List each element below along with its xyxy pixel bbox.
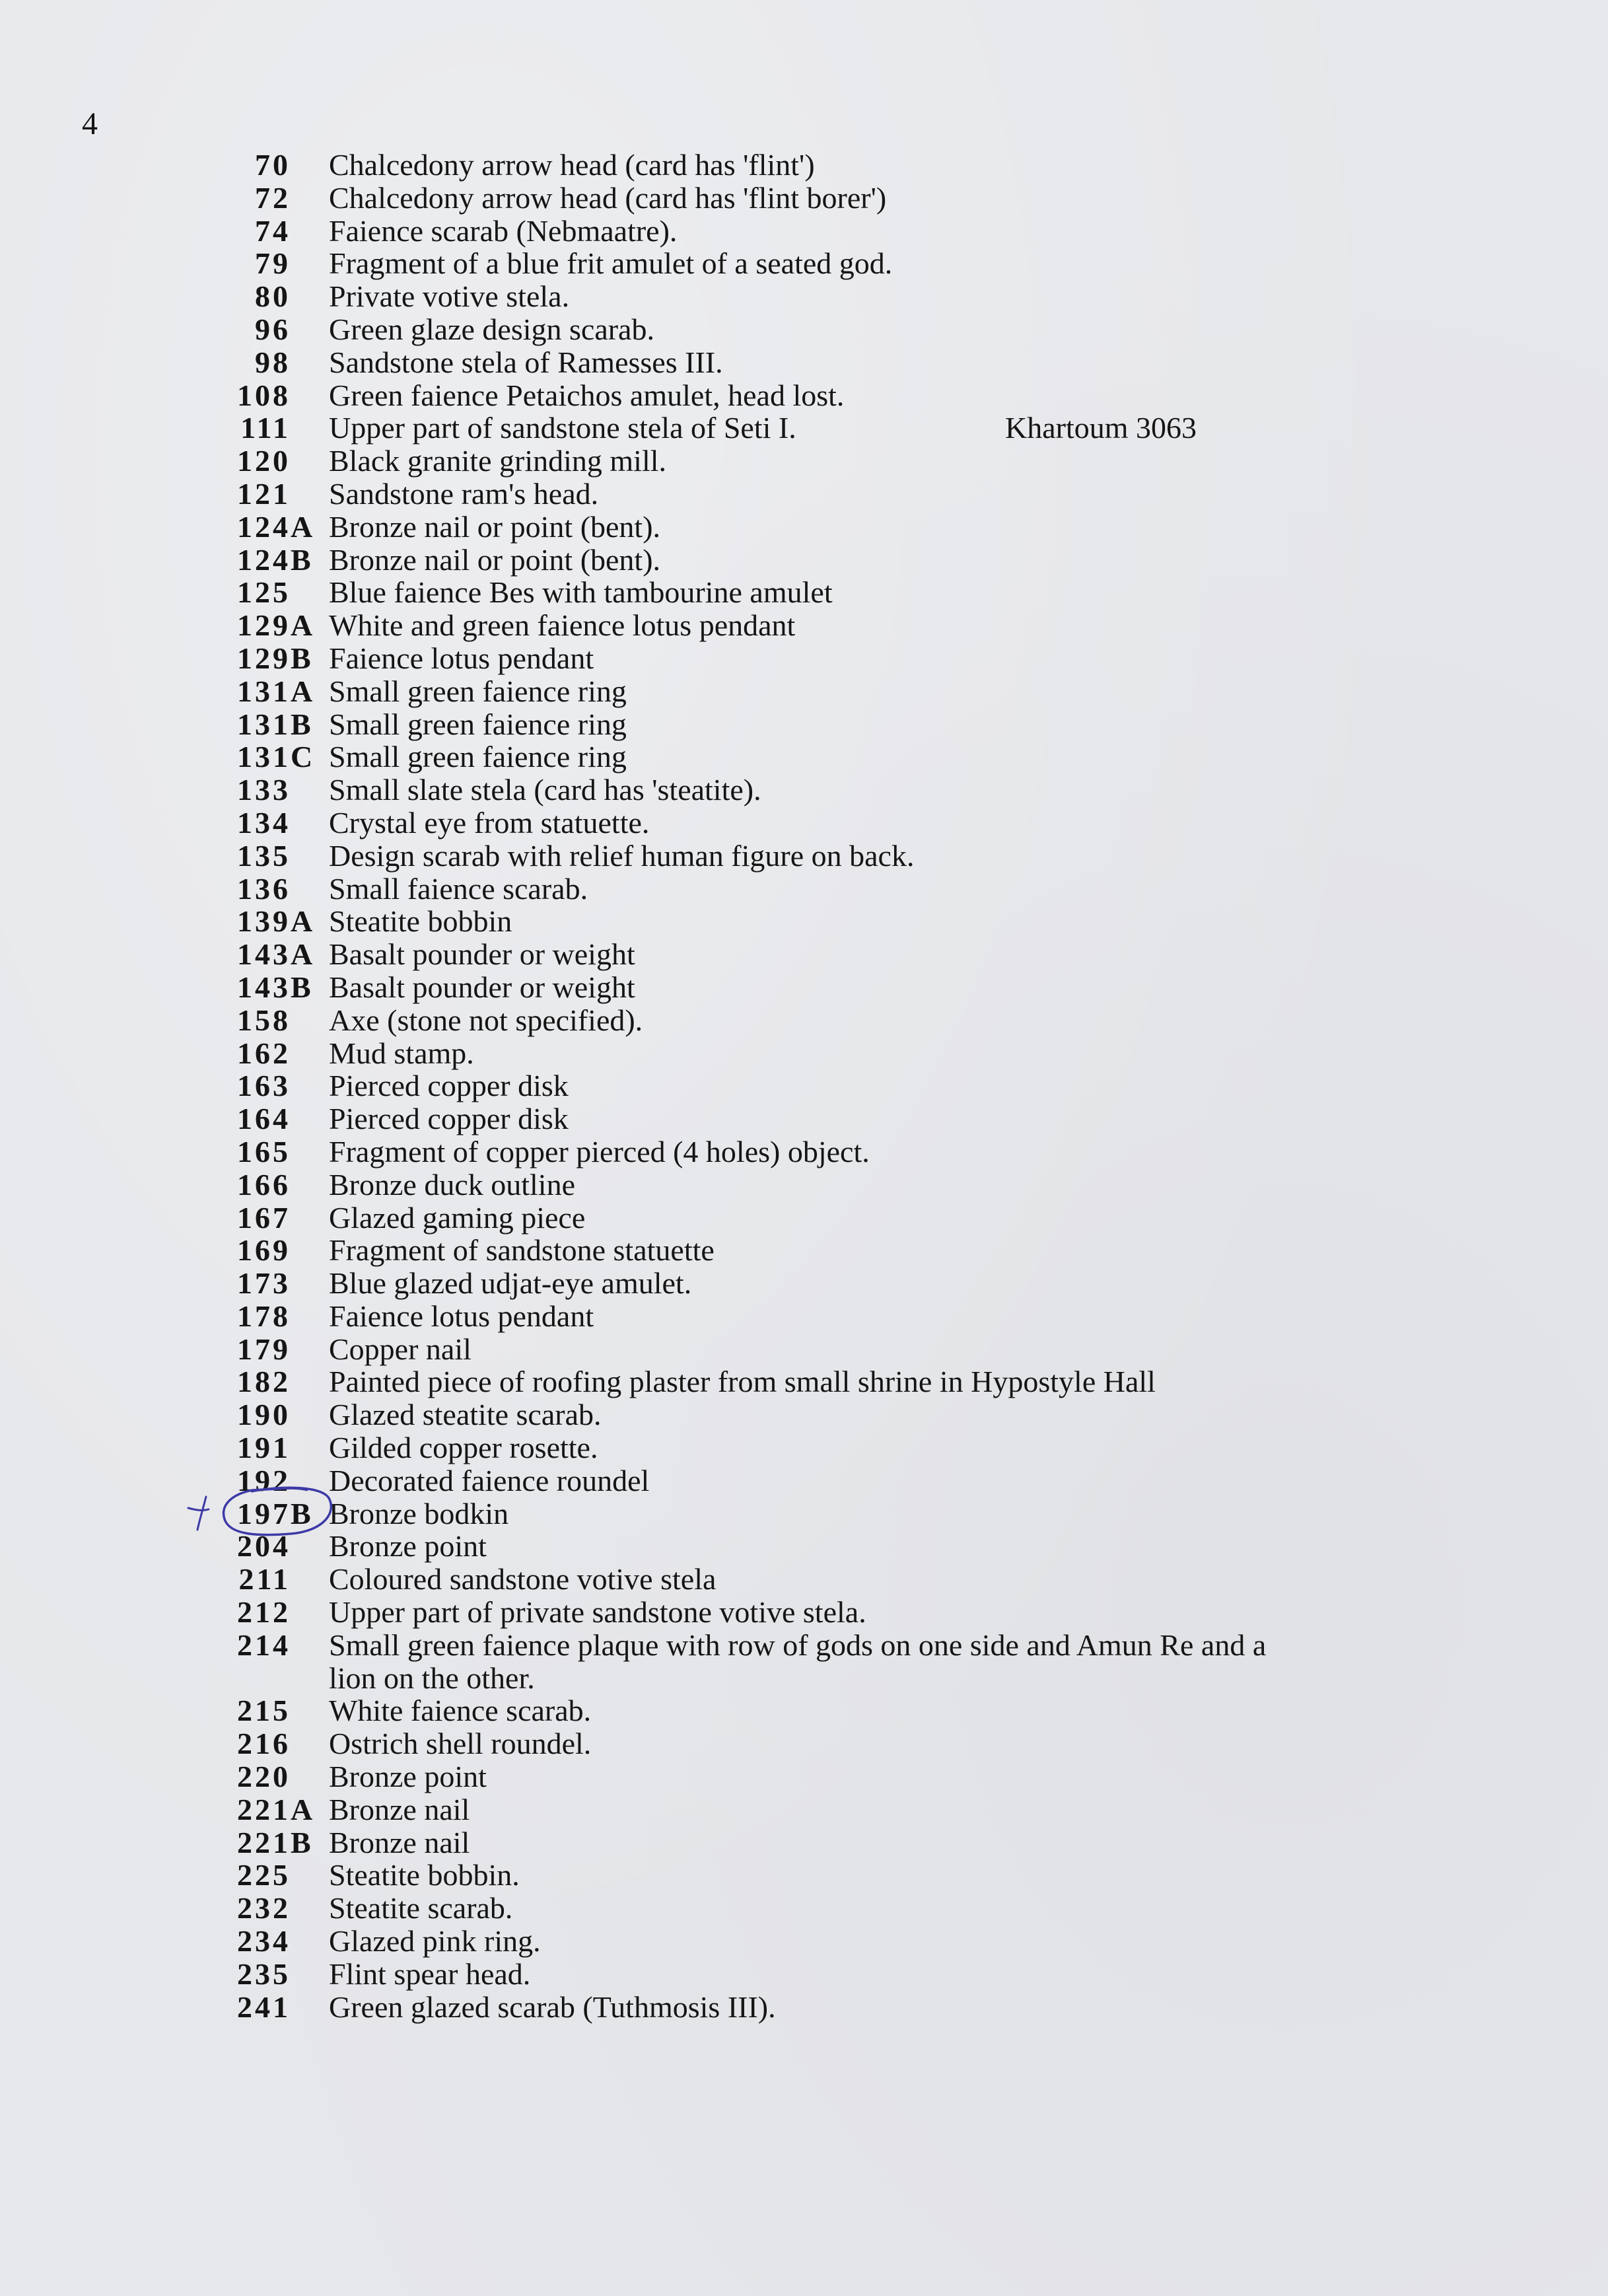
item-description: Axe (stone not specified). [329, 1003, 643, 1037]
item-description: Ostrich shell roundel. [329, 1727, 592, 1761]
list-item [0, 1727, 1608, 1760]
item-number [230, 1694, 316, 1727]
list-item [0, 346, 1608, 379]
item-number [230, 1168, 316, 1202]
item-number-digits: 221 [237, 1792, 291, 1826]
item-number-digits: 191 [237, 1431, 291, 1465]
item-description: Pierced copper disk [329, 1069, 569, 1103]
item-number [230, 873, 316, 906]
item-number-digits: 135 [237, 838, 291, 873]
list-item [0, 1398, 1608, 1431]
list-item [0, 1333, 1608, 1366]
item-number [230, 708, 316, 741]
item-number-digits: 166 [237, 1167, 291, 1202]
item-number [230, 1202, 316, 1235]
item-number-digits: 79 [255, 246, 291, 281]
item-number-digits: 232 [237, 1891, 291, 1925]
item-number [230, 280, 316, 313]
list-item [0, 1958, 1608, 1991]
object-list [0, 149, 1608, 2023]
list-item [0, 1135, 1608, 1168]
item-number-digits: 108 [237, 378, 291, 412]
list-item [0, 675, 1608, 708]
item-description: Upper part of private sandstone votive stela. [329, 1595, 866, 1630]
item-number [230, 215, 316, 248]
item-number-digits: 98 [255, 345, 291, 379]
item-number [230, 182, 316, 215]
item-number-digits: 163 [237, 1069, 291, 1103]
item-description: Green glazed scarab (Tuthmosis III). [329, 1990, 776, 2024]
item-number [230, 905, 316, 938]
item-description: Fragment of a blue frit amulet of a seated god. [329, 246, 893, 281]
item-number [230, 1563, 316, 1596]
page-number: 4 [82, 106, 98, 141]
item-number-digits: 214 [237, 1628, 291, 1662]
item-number [230, 1267, 316, 1300]
item-number [230, 445, 316, 478]
item-description: Green faience Petaichos amulet, head lost. [329, 378, 845, 412]
list-item [0, 149, 1608, 182]
list-item [0, 511, 1608, 544]
item-description: Faience lotus pendant [329, 1299, 594, 1333]
item-number-digits: 124 [237, 509, 291, 544]
list-item [0, 1991, 1608, 2024]
item-number-digits: 111 [240, 411, 291, 445]
item-description: Bronze nail [329, 1825, 470, 1859]
item-number [230, 1464, 316, 1497]
item-number [230, 1365, 316, 1398]
item-description: Small faience scarab. [329, 871, 588, 906]
item-number-digits: 167 [237, 1200, 291, 1235]
item-number-digits: 197 [237, 1496, 291, 1530]
item-number-digits: 190 [237, 1398, 291, 1432]
list-item [0, 905, 1608, 938]
item-description: Decorated faience roundel [329, 1463, 650, 1497]
item-number [230, 1925, 316, 1958]
item-number-digits: 129 [237, 608, 291, 643]
item-number [230, 971, 316, 1004]
list-item [0, 1629, 1608, 1695]
item-number-digits: 131 [237, 674, 291, 708]
list-item [0, 1234, 1608, 1267]
list-item [0, 1694, 1608, 1727]
list-item [0, 544, 1608, 577]
item-description: Gilded copper rosette. [329, 1431, 598, 1465]
item-number [230, 840, 316, 873]
item-number-digits: 204 [237, 1529, 291, 1563]
item-number-digits: 192 [237, 1463, 291, 1497]
item-number-digits: 121 [237, 476, 291, 511]
item-description: Small green faience plaque with row of gods on one side and Amun Re and a lion on the other. [329, 1628, 1267, 1695]
item-number [230, 379, 316, 412]
item-number-digits: 162 [237, 1036, 291, 1070]
item-number-digits: 143 [237, 937, 291, 972]
item-description: Design scarab with relief human figure on back. [329, 838, 915, 873]
list-item [0, 740, 1608, 773]
item-description: Small slate stela (card has 'steatite). [329, 773, 761, 807]
item-number-digits: 178 [237, 1299, 291, 1333]
museum-reference-note: Khartoum 3063 [1005, 411, 1197, 445]
list-item [0, 1365, 1608, 1398]
item-number [230, 511, 316, 544]
list-item [0, 247, 1608, 280]
list-item [0, 642, 1608, 675]
item-number [230, 149, 316, 182]
item-description: White faience scarab. [329, 1694, 592, 1728]
item-number-suffix: C [291, 740, 316, 774]
item-number-digits: 134 [237, 805, 291, 840]
item-number-digits: 139 [237, 904, 291, 939]
list-item [0, 182, 1608, 215]
item-number [230, 1333, 316, 1366]
item-number-suffix: B [291, 1825, 314, 1859]
item-number-suffix: B [291, 707, 314, 741]
item-description: Private votive stela. [329, 279, 570, 314]
item-description: Fragment of sandstone statuette [329, 1233, 715, 1268]
item-number-digits: 131 [237, 707, 291, 741]
item-number [230, 313, 316, 346]
item-number-digits: 211 [238, 1562, 291, 1596]
item-description: Bronze nail [329, 1792, 470, 1826]
item-number [230, 1234, 316, 1267]
item-number-digits: 120 [237, 444, 291, 478]
item-description: Bronze nail or point (bent). [329, 542, 661, 577]
item-number-digits: 179 [237, 1332, 291, 1366]
item-number-digits: 216 [237, 1727, 291, 1761]
item-number [230, 1102, 316, 1135]
list-item [0, 313, 1608, 346]
item-number [230, 1760, 316, 1793]
list-item [0, 215, 1608, 248]
item-number [230, 807, 316, 840]
item-number [230, 740, 316, 773]
item-number [230, 1530, 316, 1563]
item-number-digits: 164 [237, 1102, 291, 1136]
item-number [230, 1037, 316, 1070]
item-description: Green glaze design scarab. [329, 312, 654, 346]
item-number-suffix: A [291, 509, 316, 544]
list-item [0, 938, 1608, 971]
item-description: Sandstone ram's head. [329, 476, 599, 511]
item-description: White and green faience lotus pendant [329, 608, 796, 643]
item-number [230, 938, 316, 971]
item-number-digits: 125 [237, 575, 291, 610]
item-number-suffix: B [291, 542, 314, 577]
item-description: Blue glazed udjat-eye amulet. [329, 1266, 692, 1301]
list-item [0, 1300, 1608, 1333]
list-item [0, 1859, 1608, 1892]
item-number-digits: 235 [237, 1956, 291, 1991]
item-number [230, 609, 316, 642]
item-description: Bronze point [329, 1529, 487, 1563]
item-number [230, 773, 316, 807]
item-number [230, 1135, 316, 1168]
item-number-digits: 143 [237, 970, 291, 1004]
list-item [0, 807, 1608, 840]
item-description: Glazed gaming piece [329, 1200, 586, 1235]
item-description: Painted piece of roofing plaster from small shrine in Hypostyle Hall [329, 1365, 1156, 1399]
item-number-digits: 124 [237, 542, 291, 577]
item-number-digits: 80 [255, 279, 291, 314]
list-item [0, 445, 1608, 478]
list-item [0, 412, 1608, 445]
list-item [0, 971, 1608, 1004]
list-item [0, 773, 1608, 807]
item-description: Bronze duck outline [329, 1167, 576, 1202]
item-description: Small green faience ring [329, 674, 627, 708]
item-description: Small green faience ring [329, 740, 627, 774]
item-description: Steatite bobbin. [329, 1858, 520, 1892]
item-description: Copper nail [329, 1332, 472, 1366]
list-item [0, 1431, 1608, 1464]
item-description: Flint spear head. [329, 1956, 531, 1991]
list-item [0, 609, 1608, 642]
list-item [0, 1563, 1608, 1596]
list-item [0, 1037, 1608, 1070]
item-number [230, 346, 316, 379]
item-number-suffix: B [291, 1496, 314, 1530]
list-item [0, 840, 1608, 873]
item-description: Chalcedony arrow head (card has 'flint borer') [329, 180, 887, 215]
item-number-digits: 131 [237, 740, 291, 774]
item-number [230, 675, 316, 708]
list-item [0, 1793, 1608, 1826]
item-description: Black granite grinding mill. [329, 444, 667, 478]
item-description: Steatite scarab. [329, 1891, 513, 1925]
item-description: Sandstone stela of Ramesses III. [329, 345, 723, 379]
list-item [0, 1596, 1608, 1629]
list-item [0, 576, 1608, 609]
item-number [230, 1596, 316, 1629]
item-number-digits: 212 [237, 1595, 291, 1630]
item-number-digits: 72 [255, 180, 291, 215]
item-number-digits: 225 [237, 1858, 291, 1892]
list-item [0, 1826, 1608, 1859]
item-description: Mud stamp. [329, 1036, 474, 1070]
item-number-digits: 74 [255, 213, 291, 248]
item-description: Upper part of sandstone stela of Seti I. [329, 411, 796, 445]
item-number [230, 642, 316, 675]
list-item [0, 1202, 1608, 1235]
item-description: Faience lotus pendant [329, 641, 594, 675]
list-item [0, 478, 1608, 511]
item-number-digits: 173 [237, 1266, 291, 1301]
item-number [230, 1859, 316, 1892]
item-description: Glazed steatite scarab. [329, 1398, 602, 1432]
item-number [230, 1793, 316, 1826]
item-number [230, 576, 316, 609]
item-description: Small green faience ring [329, 707, 627, 741]
item-description: Basalt pounder or weight [329, 937, 635, 972]
item-description: Chalcedony arrow head (card has 'flint') [329, 148, 815, 182]
item-number [230, 1991, 316, 2024]
item-number-digits: 136 [237, 871, 291, 906]
item-number-digits: 234 [237, 1924, 291, 1958]
list-item [0, 280, 1608, 313]
item-number-digits: 241 [237, 1990, 291, 2024]
list-item [0, 1925, 1608, 1958]
list-item [0, 1004, 1608, 1037]
item-description: Faience scarab (Nebmaatre). [329, 213, 678, 248]
item-number [230, 412, 316, 445]
item-description: Steatite bobbin [329, 904, 512, 939]
item-number-digits: 70 [255, 148, 291, 182]
item-number [230, 1958, 316, 1991]
item-description: Glazed pink ring. [329, 1924, 541, 1958]
item-number-suffix: A [291, 937, 316, 972]
item-description: Basalt pounder or weight [329, 970, 635, 1004]
item-number [230, 247, 316, 280]
list-item [0, 1102, 1608, 1135]
list-item [0, 1760, 1608, 1793]
list-item [0, 1464, 1608, 1497]
item-number-suffix: A [291, 674, 316, 708]
item-number [230, 1069, 316, 1102]
list-item [0, 1530, 1608, 1563]
item-number-suffix: B [291, 641, 314, 675]
item-number-suffix: B [291, 970, 314, 1004]
item-number [230, 1727, 316, 1760]
item-number-suffix: A [291, 1792, 316, 1826]
item-number [230, 1497, 316, 1530]
list-item [0, 708, 1608, 741]
item-description: Crystal eye from statuette. [329, 805, 650, 840]
item-description: Pierced copper disk [329, 1102, 569, 1136]
item-number-digits: 129 [237, 641, 291, 675]
list-item [0, 1267, 1608, 1300]
item-description: Bronze point [329, 1760, 487, 1794]
item-description: Fragment of copper pierced (4 holes) object. [329, 1134, 870, 1168]
item-description: Coloured sandstone votive stela [329, 1562, 717, 1596]
item-description: Bronze bodkin [329, 1496, 509, 1530]
item-description: Bronze nail or point (bent). [329, 509, 661, 544]
item-number [230, 1004, 316, 1037]
item-number-digits: 220 [237, 1760, 291, 1794]
item-number [230, 1431, 316, 1464]
item-number [230, 1892, 316, 1925]
item-number [230, 544, 316, 577]
item-number [230, 1398, 316, 1431]
item-number-digits: 133 [237, 773, 291, 807]
list-item [0, 1168, 1608, 1202]
item-number-digits: 169 [237, 1233, 291, 1268]
item-number-digits: 165 [237, 1134, 291, 1168]
item-number-digits: 221 [237, 1825, 291, 1859]
item-number [230, 478, 316, 511]
item-description: Blue faience Bes with tambourine amulet [329, 575, 833, 610]
item-number-digits: 215 [237, 1694, 291, 1728]
list-item [0, 1069, 1608, 1102]
list-item [0, 873, 1608, 906]
list-item [0, 1497, 1608, 1530]
item-number [230, 1629, 316, 1662]
item-number-suffix: A [291, 608, 316, 643]
item-number-suffix: A [291, 904, 316, 939]
item-number-digits: 96 [255, 312, 291, 346]
item-number [230, 1826, 316, 1859]
list-item [0, 379, 1608, 412]
list-item [0, 1892, 1608, 1925]
item-number-digits: 182 [237, 1365, 291, 1399]
item-number [230, 1300, 316, 1333]
item-number-digits: 158 [237, 1003, 291, 1037]
